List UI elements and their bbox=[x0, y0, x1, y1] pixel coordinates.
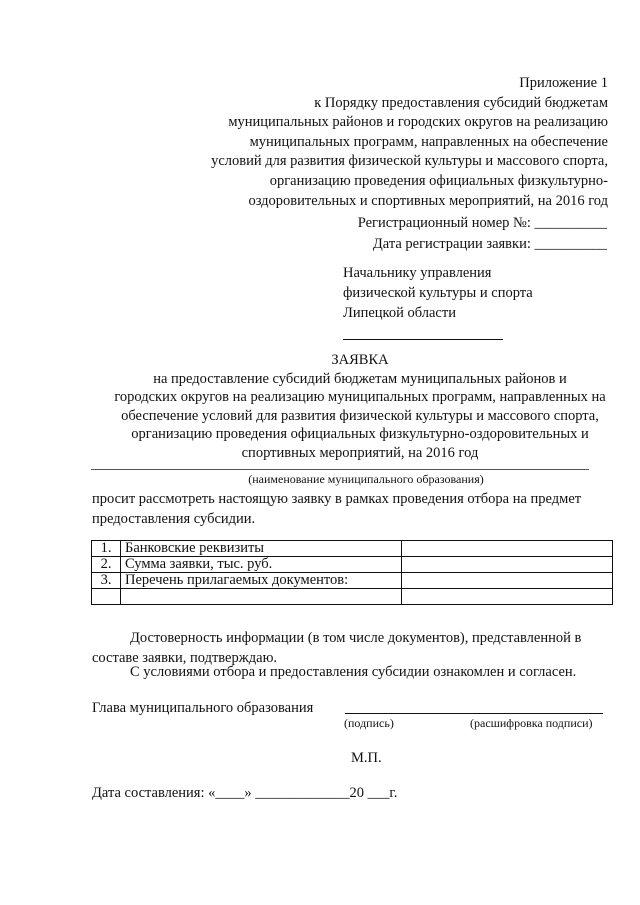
table-row bbox=[92, 541, 613, 557]
row-name: Перечень прилагаемых документов: bbox=[121, 573, 402, 589]
row-number: 3. bbox=[92, 573, 121, 589]
row-value bbox=[402, 557, 613, 573]
row-name: Сумма заявки, тыс. руб. bbox=[121, 557, 402, 573]
row-number: 1. bbox=[92, 541, 121, 557]
registration-number: Регистрационный номер №: __________ bbox=[357, 215, 607, 231]
registration-date: Дата регистрации заявки: __________ bbox=[372, 236, 607, 252]
request-line: предоставления субсидии. bbox=[92, 511, 256, 527]
appendix-line: условий для развития физической культуры и массового спорта, bbox=[211, 153, 608, 170]
head-title: Глава муниципального образования bbox=[92, 700, 314, 716]
confirmation-line: составе заявки, подтверждаю. bbox=[92, 649, 278, 666]
appendix-line: муниципальных районов и городских округов на реализацию bbox=[228, 114, 608, 131]
row-value bbox=[402, 589, 613, 605]
row-value bbox=[402, 541, 613, 557]
row-name: Банковские реквизиты bbox=[121, 541, 402, 557]
date-line: Дата составления: «____» _____________20 ___г. bbox=[92, 785, 398, 801]
signature-label: (подпись) bbox=[344, 716, 394, 730]
title-line: организацию проведения официальных физкультурно-оздоровительных и bbox=[131, 426, 589, 443]
addressee-block bbox=[343, 264, 533, 340]
title-line: спортивных мероприятий, на 2016 год bbox=[241, 444, 479, 461]
agreement-text: С условиями отбора и предоставления субсидии ознакомлен и согласен. bbox=[130, 664, 577, 680]
table-row bbox=[92, 557, 613, 573]
row-number bbox=[92, 589, 121, 605]
stamp-place: М.П. bbox=[351, 750, 382, 766]
title-line: на предоставление субсидий бюджетам муниципальных районов и bbox=[153, 370, 567, 387]
title-line: обеспечение условий для развития физической культуры и массового спорта, bbox=[121, 407, 599, 424]
row-value bbox=[402, 573, 613, 589]
addressee-line: Начальнику управления bbox=[343, 265, 492, 281]
confirmation-text bbox=[92, 629, 612, 668]
title-heading: ЗАЯВКА bbox=[331, 352, 389, 368]
signature-decode-label: (расшифровка подписи) bbox=[470, 716, 593, 730]
document-title bbox=[80, 351, 640, 463]
title-line: городских округов на реализацию муниципальных программ, направленных на bbox=[114, 389, 606, 406]
appendix-line: организацию проведения официальных физкультурно- bbox=[269, 172, 608, 189]
request-line: просит рассмотреть настоящую заявку в рамках проведения отбора на предмет bbox=[92, 491, 582, 507]
appendix-line: муниципальных программ, направленных на обеспечение bbox=[249, 133, 608, 150]
addressee-blank-line bbox=[343, 325, 503, 340]
addressee-line: физической культуры и спорта bbox=[343, 284, 533, 301]
appendix-header bbox=[88, 74, 608, 211]
table-row bbox=[92, 573, 613, 589]
request-text bbox=[92, 489, 612, 529]
appendix-line: к Порядку предоставления субсидий бюджетам bbox=[314, 94, 608, 111]
municipality-label: (наименование муниципального образования) bbox=[248, 472, 484, 486]
row-name bbox=[121, 589, 402, 605]
table-row bbox=[92, 589, 613, 605]
registration-block bbox=[358, 213, 607, 255]
appendix-line: Приложение 1 bbox=[519, 75, 608, 91]
row-number: 2. bbox=[92, 557, 121, 573]
signature-line bbox=[345, 713, 603, 714]
addressee-line: Липецкой области bbox=[343, 304, 456, 321]
municipality-blank-line bbox=[91, 469, 589, 470]
requisites-table bbox=[91, 540, 613, 605]
confirmation-line: Достоверность информации (в том числе документов), представленной в bbox=[130, 630, 582, 646]
appendix-line: оздоровительных и спортивных мероприятий, на 2016 год bbox=[248, 192, 608, 209]
